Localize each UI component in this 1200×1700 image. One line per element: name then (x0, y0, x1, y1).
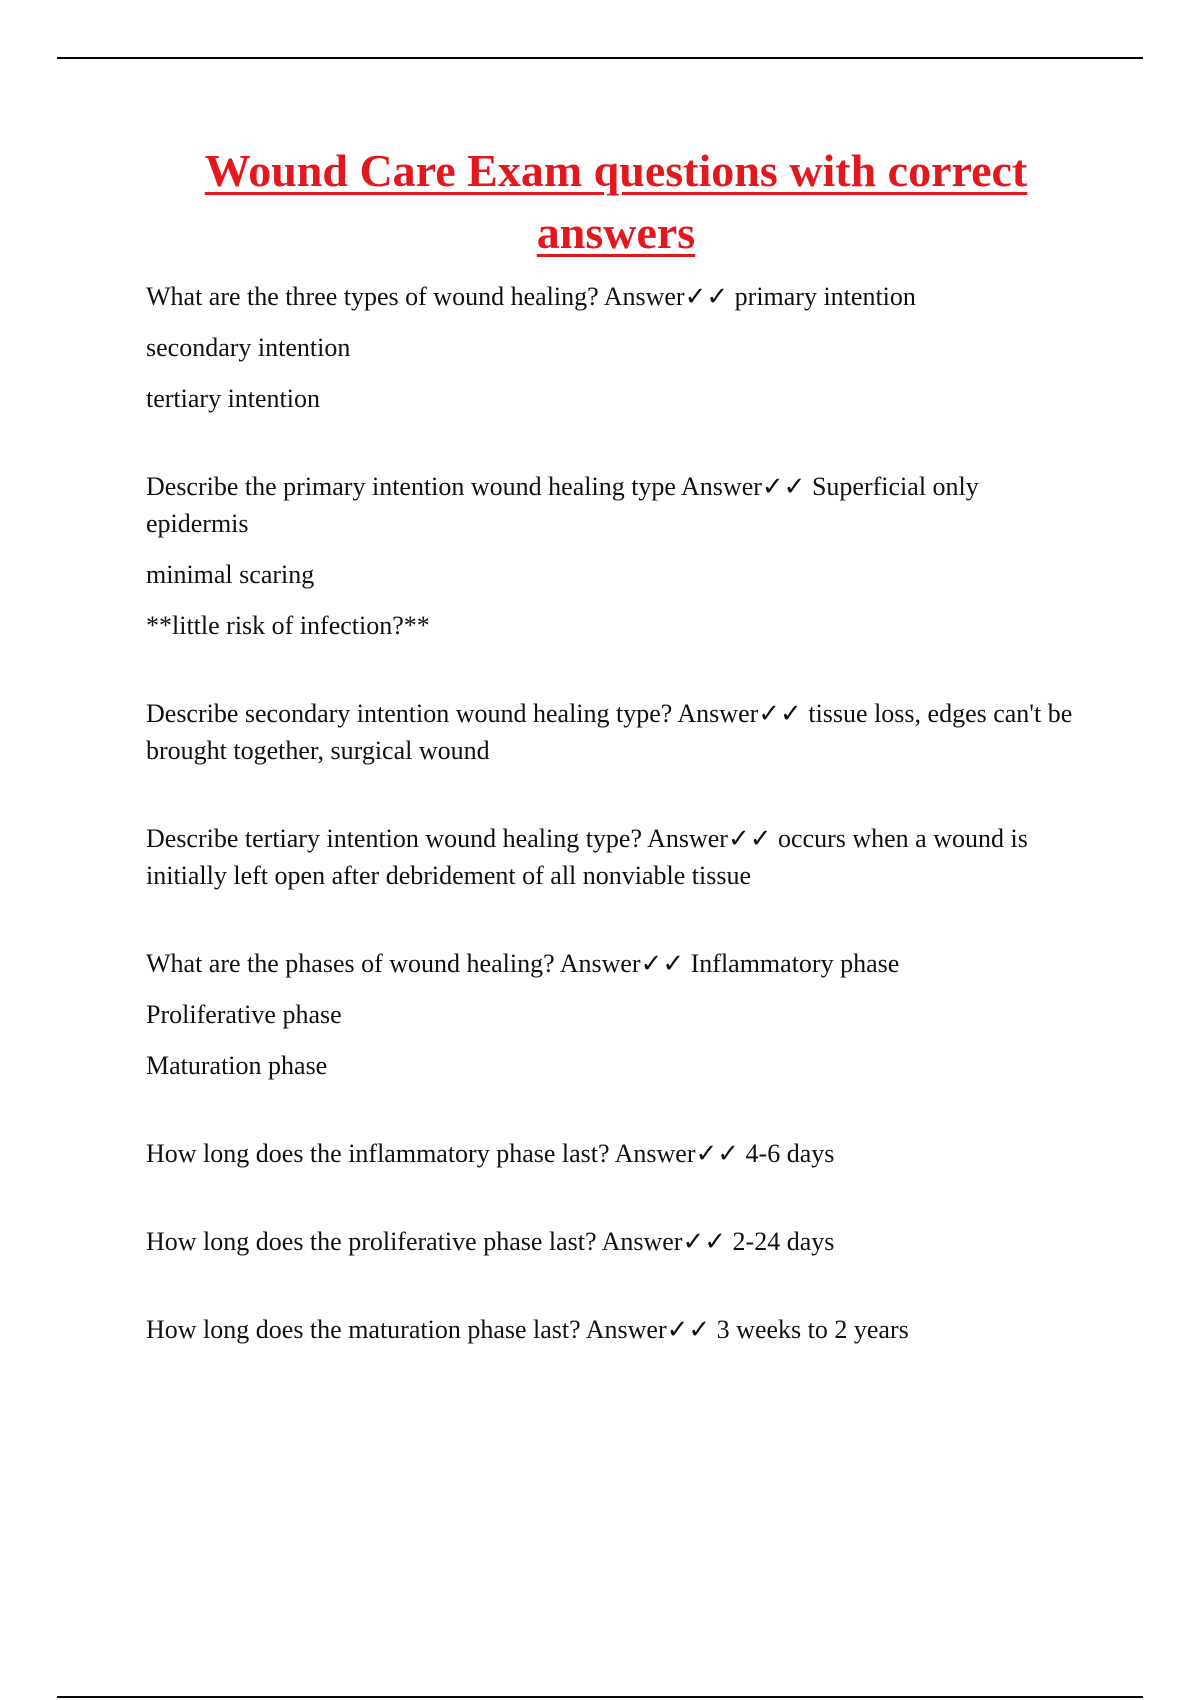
paragraph: What are the three types of wound healing? Answer✓✓ primary intention (146, 282, 916, 311)
paragraph: secondary intention (146, 333, 351, 362)
qa-block-3 (146, 695, 1086, 769)
paragraph: What are the phases of wound healing? Answer✓✓ Inflammatory phase (146, 949, 900, 978)
top-rule (57, 57, 1143, 59)
qa-block-1 (146, 278, 1086, 417)
paragraph: How long does the maturation phase last? Answer✓✓ 3 weeks to 2 years (146, 1315, 909, 1344)
document-body (146, 140, 1086, 1348)
qa-block-6 (146, 1135, 1086, 1172)
document-title: Wound Care Exam questions with correct answers (204, 145, 1028, 258)
paragraph: How long does the proliferative phase last? Answer✓✓ 2-24 days (146, 1227, 835, 1256)
qa-block-4 (146, 820, 1086, 894)
qa-block-8 (146, 1311, 1086, 1348)
paragraph: Describe the primary intention wound healing type Answer✓✓ Superficial only epidermis (146, 472, 986, 538)
paragraph: tertiary intention (146, 384, 321, 413)
paragraph: How long does the inflammatory phase last? Answer✓✓ 4-6 days (146, 1139, 835, 1168)
qa-block-5 (146, 945, 1086, 1084)
paragraph: Describe tertiary intention wound healing type? Answer✓✓ occurs when a wound is initially left open after debridement of all nonviable tissue (146, 824, 1035, 890)
paragraph: Proliferative phase (146, 1000, 342, 1029)
bottom-rule (57, 1696, 1143, 1698)
paragraph: minimal scaring (146, 560, 315, 589)
qa-block-7 (146, 1223, 1086, 1260)
qa-block-2 (146, 468, 1086, 644)
paragraph: Describe secondary intention wound healing type? Answer✓✓ tissue loss, edges can't be brought together, surgical wound (146, 699, 1079, 765)
paragraph: **little risk of infection?** (146, 611, 430, 640)
paragraph: Maturation phase (146, 1051, 328, 1080)
